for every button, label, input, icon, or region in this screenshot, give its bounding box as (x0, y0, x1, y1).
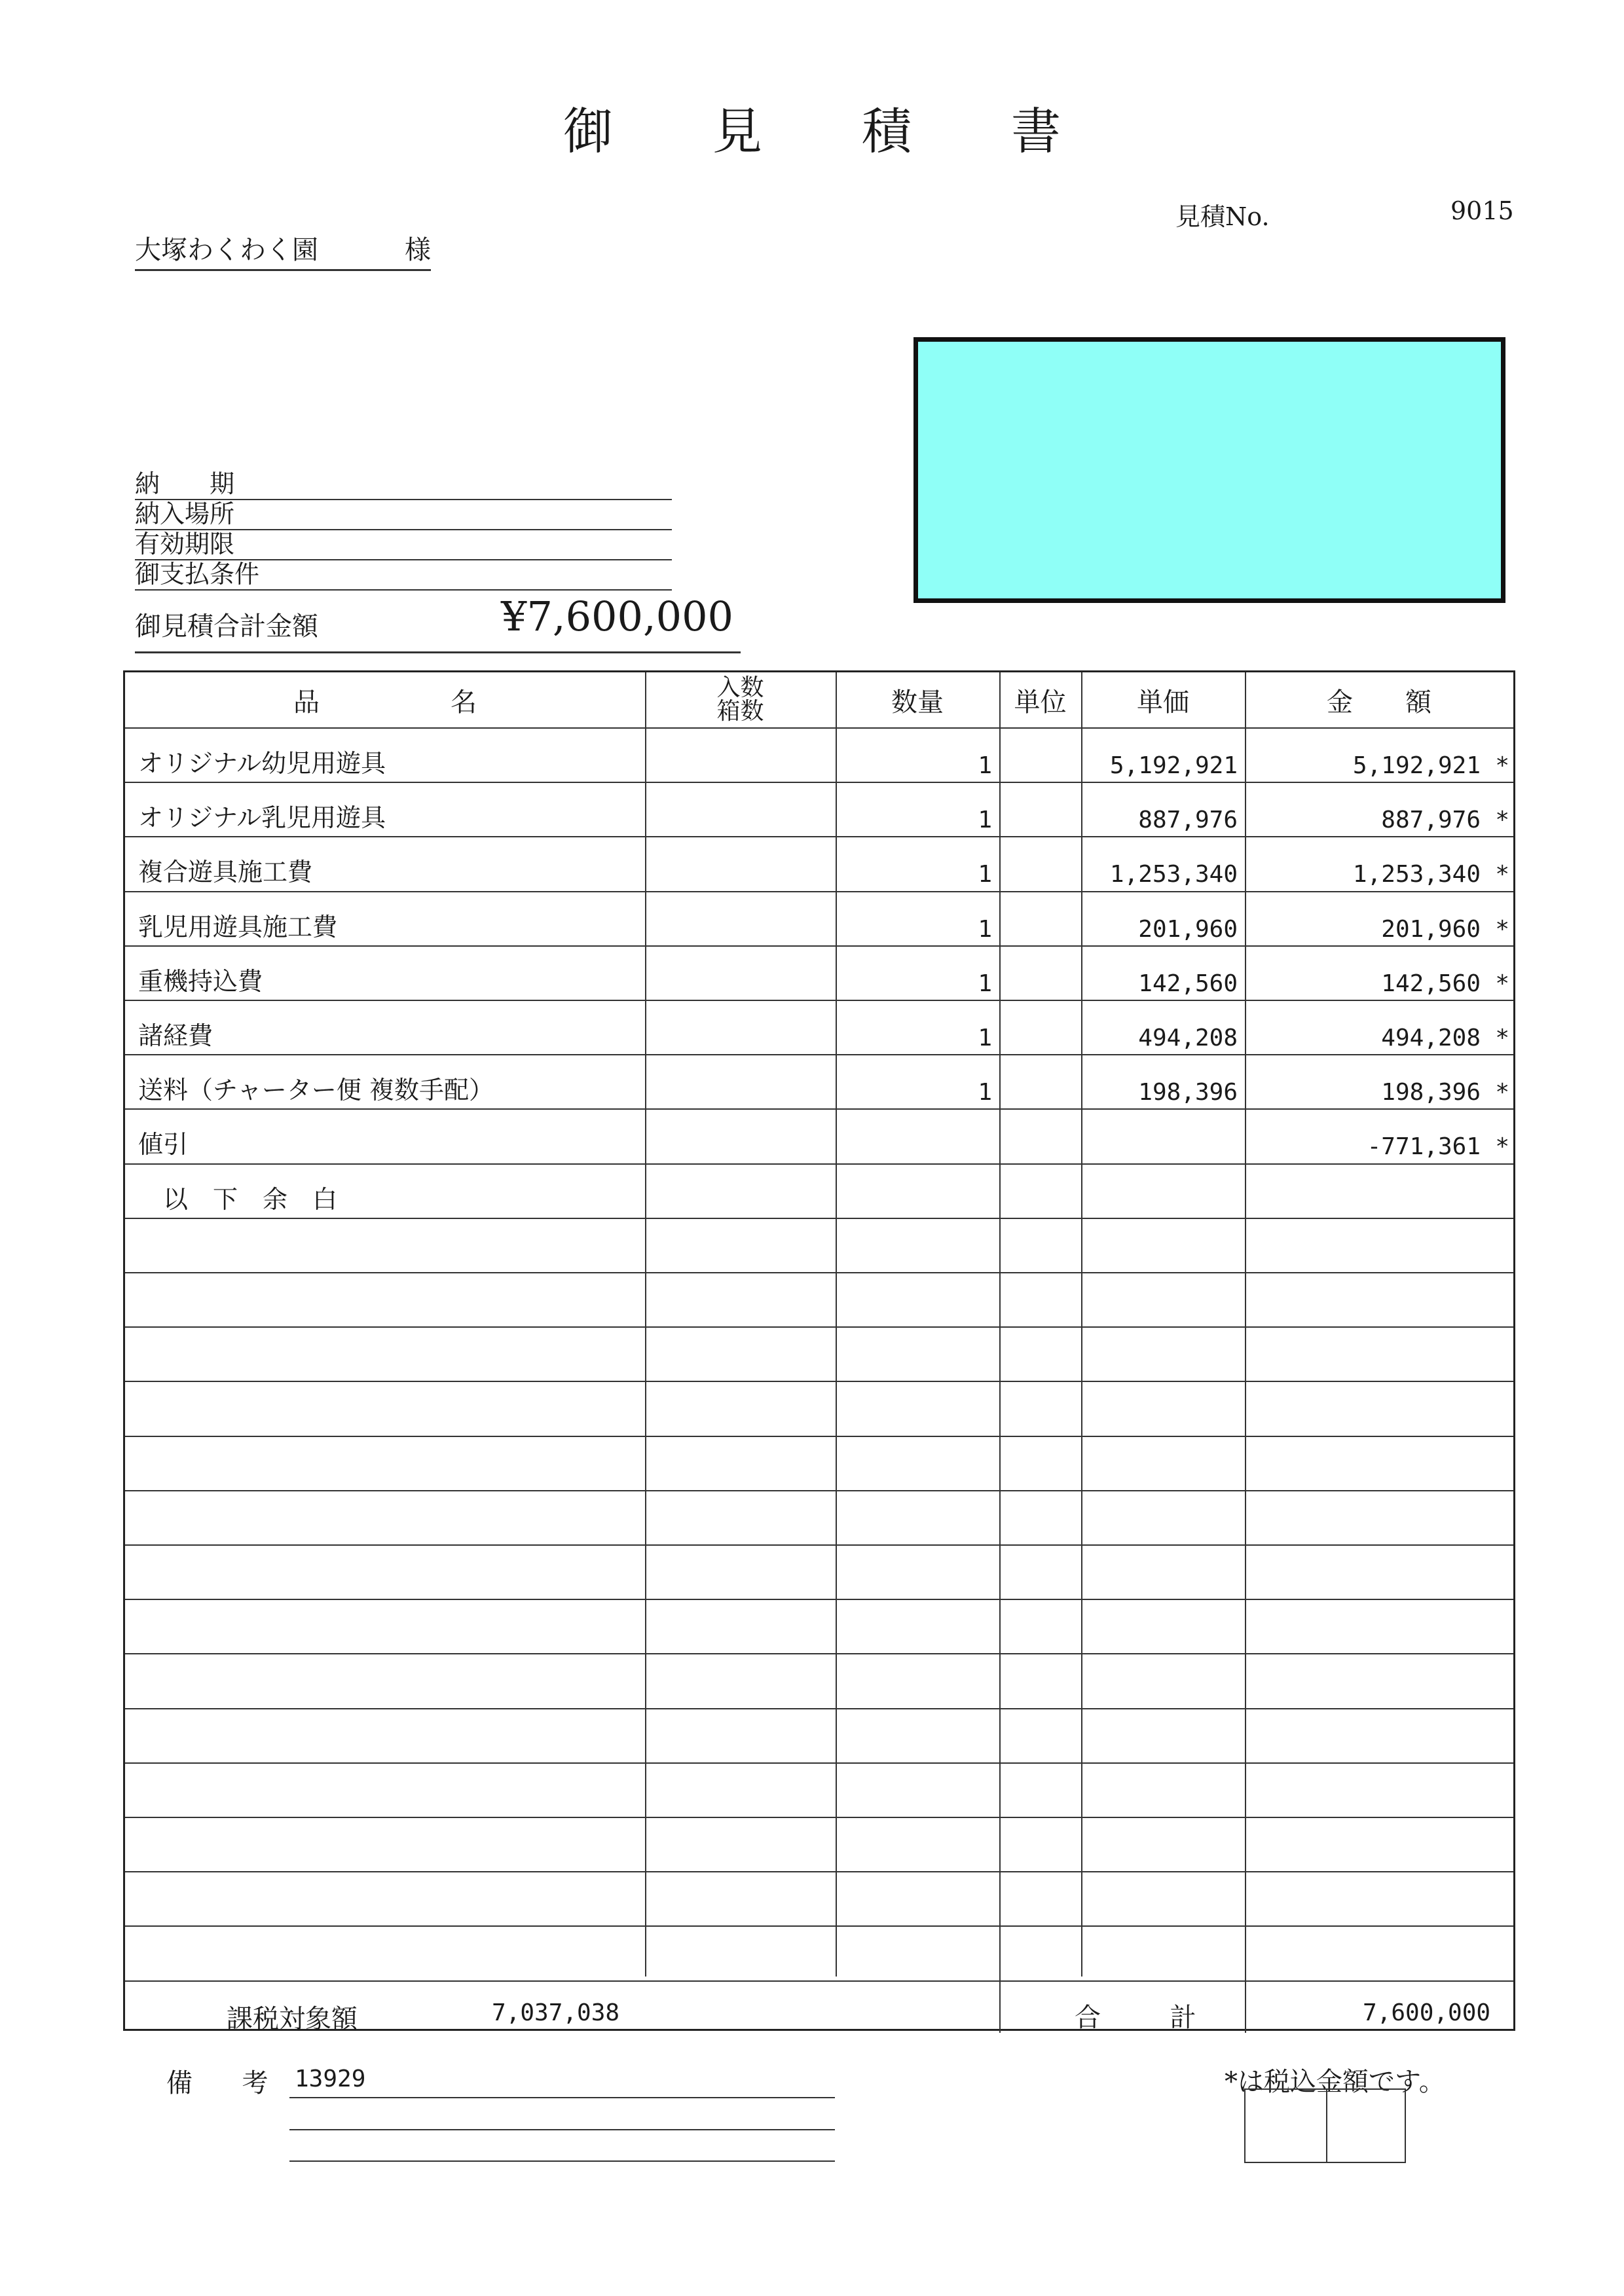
table-row (125, 727, 1513, 782)
item-unit-price: 198,396 (1138, 1079, 1238, 1106)
payment-terms-label: 御支払条件 (135, 560, 260, 589)
client-suffix: 様 (405, 235, 431, 265)
item-unit-price: 201,960 (1138, 915, 1238, 943)
item-name: 送料（チャーター便 複数手配） (138, 1076, 494, 1105)
header-amount (1245, 672, 1513, 727)
tax-mark: * (1495, 752, 1509, 779)
tax-mark: * (1495, 970, 1509, 997)
row-divider (125, 1272, 1513, 1273)
stamp-box (1244, 2088, 1406, 2163)
row-divider (125, 1544, 1513, 1546)
item-amount: 1,253,340 (1352, 861, 1481, 888)
tax-mark: * (1495, 861, 1509, 888)
row-divider (125, 727, 1513, 729)
estimate-table (123, 670, 1515, 2034)
row-divider (125, 1218, 1513, 1219)
row-divider (125, 1925, 1513, 1927)
tax-mark: * (1495, 915, 1509, 943)
tax-note: *は税込金額です。 (1225, 2067, 1445, 2097)
header-pack-top: 入数 (716, 674, 764, 701)
row-divider (125, 1163, 1513, 1165)
delivery-place-row (135, 499, 672, 530)
estimate-no-label: 見積No. (1175, 202, 1270, 231)
validity-label: 有効期限 (135, 530, 235, 558)
table-row (125, 1054, 1513, 1108)
header-unit-price: 単価 (1137, 687, 1189, 718)
item-qty: 1 (978, 752, 992, 779)
delivery-place-label: 納入場所 (135, 500, 235, 528)
item-name: 諸経費 (138, 1021, 213, 1050)
client-name: 大塚わくわく園 (135, 235, 318, 265)
table-row (125, 836, 1513, 890)
table-row (125, 1163, 1513, 1218)
row-divider (125, 1871, 1513, 1872)
tax-mark: * (1495, 1025, 1509, 1051)
validity-row (135, 529, 672, 560)
remarks-label (166, 2062, 268, 2100)
row-divider (125, 1980, 1513, 1982)
row-divider (125, 1108, 1513, 1110)
item-amount: 198,396 (1381, 1079, 1481, 1106)
header-name-b: 名 (451, 687, 477, 718)
header-unit: 単位 (1014, 687, 1067, 718)
item-qty: 1 (978, 807, 992, 834)
item-amount: 201,960 (1381, 915, 1481, 943)
estimate-no: 9015 (1450, 196, 1514, 225)
item-name: 乳児用遊具施工費 (138, 912, 338, 941)
stamp-divider (1326, 2090, 1327, 2162)
item-qty: 1 (978, 861, 992, 888)
sum-label-a: 合 (1075, 2003, 1101, 2033)
header-pack (645, 672, 836, 727)
item-qty: 1 (978, 915, 992, 943)
tax-mark: * (1495, 1079, 1509, 1106)
header-name (125, 672, 645, 727)
row-divider (125, 1000, 1513, 1001)
row-divider (125, 891, 1513, 892)
total-value: ¥7,600,000 (501, 592, 733, 640)
row-divider (125, 1490, 1513, 1491)
item-name: 重機持込費 (138, 966, 263, 996)
tax-mark: * (1495, 1133, 1509, 1161)
remarks-label-a: 備 (166, 2068, 193, 2098)
highlight-box (913, 337, 1505, 603)
remarks-line (289, 2160, 835, 2162)
row-divider (125, 1436, 1513, 1437)
row-divider (125, 1762, 1513, 1764)
remarks-value: 13929 (295, 2066, 366, 2092)
table-row (125, 1108, 1513, 1163)
sum-label (1075, 1997, 1196, 2034)
total-label: 御見積合計金額 (135, 611, 318, 642)
row-divider (125, 836, 1513, 837)
row-divider (125, 1599, 1513, 1600)
taxable-label: 課税対象額 (227, 2004, 358, 2034)
item-name: 複合遊具施工費 (138, 858, 313, 887)
document-title (0, 92, 1624, 163)
item-unit-price: 142,560 (1138, 970, 1238, 997)
item-unit-price: 887,976 (1138, 807, 1238, 834)
title-char: 見 (712, 102, 762, 160)
header-quantity: 数量 (891, 687, 944, 718)
title-char: 積 (862, 102, 912, 160)
item-unit-price: 5,192,921 (1109, 752, 1238, 779)
item-name: オリジナル幼児用遊具 (138, 749, 386, 778)
row-divider (125, 945, 1513, 947)
header-pack-bottom: 箱数 (716, 698, 764, 725)
header-amount-b: 額 (1405, 687, 1431, 718)
row-divider (125, 1381, 1513, 1382)
table-row (125, 945, 1513, 1000)
sum-label-b: 計 (1170, 2003, 1196, 2033)
row-divider (125, 1817, 1513, 1818)
table-row (125, 891, 1513, 945)
table-row (125, 1000, 1513, 1054)
delivery-date-row (135, 469, 672, 500)
row-divider (125, 1054, 1513, 1055)
row-divider (125, 1326, 1513, 1328)
taxable-value: 7,037,038 (492, 1999, 620, 2026)
tax-mark: * (1495, 807, 1509, 834)
item-amount: 494,208 (1381, 1025, 1481, 1051)
item-unit-price: 494,208 (1138, 1025, 1238, 1051)
remarks-line (289, 2129, 835, 2130)
table-row (125, 782, 1513, 836)
payment-terms-row (135, 559, 672, 591)
row-divider (125, 782, 1513, 783)
item-amount: 5,192,921 (1352, 752, 1481, 779)
header-name-a: 品 (293, 687, 320, 718)
item-name: 値引 (138, 1130, 189, 1159)
item-amount: -771,361 (1367, 1133, 1481, 1161)
title-char: 書 (1011, 102, 1061, 160)
title-char: 御 (563, 102, 613, 160)
remarks-label-b: 考 (242, 2068, 268, 2098)
item-name: オリジナル乳児用遊具 (138, 803, 386, 833)
item-amount: 887,976 (1381, 807, 1481, 834)
item-qty: 1 (978, 1025, 992, 1051)
sum-value: 7,600,000 (1363, 1999, 1491, 2026)
item-unit-price: 1,253,340 (1109, 861, 1238, 888)
remarks-line (289, 2097, 835, 2098)
row-divider (125, 1653, 1513, 1654)
header-amount-a: 金 (1327, 687, 1353, 718)
item-qty: 1 (978, 970, 992, 997)
item-qty: 1 (978, 1079, 992, 1106)
item-amount: 142,560 (1381, 970, 1481, 997)
client-name-line (135, 229, 431, 271)
row-divider (125, 1708, 1513, 1709)
item-name: 以 下 余 白 (138, 1184, 338, 1214)
total-underline (135, 651, 741, 653)
delivery-date-label: 納 期 (135, 469, 235, 498)
